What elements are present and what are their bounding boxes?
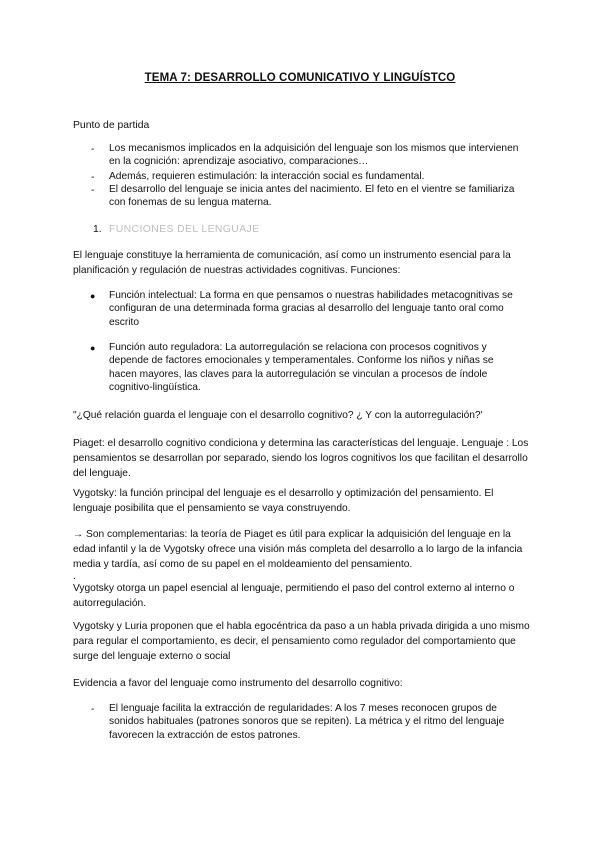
dash-marker: - xyxy=(91,144,95,155)
list-item-text: Función auto reguladora: La autorregulación se relaciona con procesos cognitivos y depende de factores emocionales y temperamentales. Conforme los niños y niñas se hacen mayores, las claves para la autorregulación se vinculan a procesos de índole cognitivo-lingüística. xyxy=(109,342,494,394)
bullet-icon: ● xyxy=(90,343,96,353)
dash-marker: - xyxy=(91,704,95,715)
evidence-heading: Evidencia a favor del lenguaje como instrumento del desarrollo cognitivo: xyxy=(73,678,403,689)
dot-line: . xyxy=(73,571,76,582)
section-title: FUNCIONES DEL LENGUAJE xyxy=(109,224,260,235)
list-item-text: El lenguaje facilita la extracción de regularidades: A los 7 meses reconocen grupos de sonidos habituales (patrones sonoros que se repiten). La métrica y el ritmo del lenguaje favorecen la extracción de estos patrones. xyxy=(109,703,505,741)
document-title: TEMA 7: DESARROLLO COMUNICATIVO Y LINGUÍSTCO xyxy=(144,72,456,84)
luria-paragraph: Vygotsky y Luria proponen que el habla egocéntrica da paso a un habla privada dirigida a uno mismo para regular el comportamiento, es decir, el pensamiento como regulador del comportamiento que surge del lenguaje externo o social xyxy=(73,621,530,663)
dash-marker: - xyxy=(91,172,95,183)
list-item-text: Función intelectual: La forma en que pensamos o nuestras habilidades metacognitivas se configuran de una determinada forma gracias al desarrollo del lenguaje tanto oral como escrito xyxy=(109,290,513,328)
piaget-paragraph: Piaget: el desarrollo cognitivo condiciona y determina las características del lenguaje. Lenguaje : Los pensamientos se desarrollan por separado, siendo los logros cognitivos los que facilitan el desarrollo del lenguaje. xyxy=(73,438,529,480)
list-item-text: El desarrollo del lenguaje se inicia antes del nacimiento. El feto en el vientre se familiariza con fonemas de su lengua materna. xyxy=(109,184,515,209)
vygotsky-role-paragraph: Vygotsky otorga un papel esencial al lenguaje, permitiendo el paso del control externo al interno o autorregulación. xyxy=(73,583,515,610)
dash-marker: - xyxy=(91,185,95,196)
starting-point-heading: Punto de partida xyxy=(73,120,150,131)
section-intro: El lenguaje constituye la herramienta de comunicación, así como un instrumento esencial para la planificación y regulación de nuestras actividades cognitivas. Funciones: xyxy=(73,250,511,277)
list-item-text: Además, requieren estimulación: la interacción social es fundamental. xyxy=(109,171,425,182)
bullet-icon: ● xyxy=(90,291,96,301)
section-number: 1. xyxy=(93,224,102,235)
list-item-text: Los mecanismos implicados en la adquisición del lenguaje son los mismos que intervienen en la cognición: aprendizaje asociativo, comparaciones… xyxy=(109,143,519,168)
complementary-paragraph: → Son complementarias: la teoría de Piaget es útil para explicar la adquisición del lenguaje en la edad infantil y la de Vygotsky ofrece una visión más completa del desarrollo a lo largo de la infancia media y tardía, así como de su papel en el moldeamiento del pensamiento. xyxy=(73,529,523,571)
question-paragraph: "¿Qué relación guarda el lenguaje con el desarrollo cognitivo? ¿ Y con la autorregulación?' xyxy=(73,410,483,421)
vygotsky-paragraph: Vygotsky: la función principal del lenguaje es el desarrollo y optimización del pensamiento. El lenguaje posibilita que el pensamiento se vaya construyendo. xyxy=(73,488,494,515)
